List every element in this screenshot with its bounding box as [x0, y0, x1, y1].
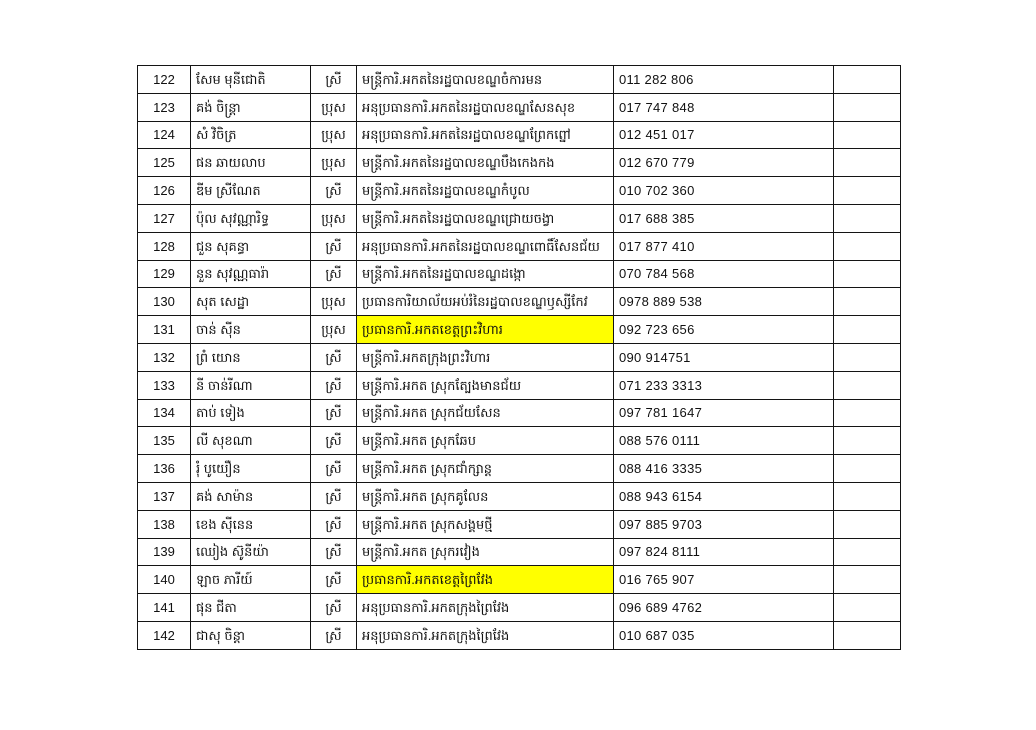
gender-cell: ស្រី — [311, 566, 357, 594]
phone-cell: 010 702 360 — [614, 177, 834, 205]
row-number-cell: 141 — [138, 594, 191, 622]
table-row — [138, 427, 901, 455]
position-cell: មន្ត្រីការិ.អកតនៃរដ្ឋបាលខណ្ឌបឹងកេងកង — [357, 149, 614, 177]
row-number-cell: 129 — [138, 260, 191, 288]
gender-cell: ស្រី — [311, 371, 357, 399]
table-row — [138, 93, 901, 121]
name-cell: ឌីម ស្រីណែត — [191, 177, 311, 205]
gender-cell: ស្រី — [311, 621, 357, 649]
table-row — [138, 343, 901, 371]
phone-cell: 097 781 1647 — [614, 399, 834, 427]
empty-cell — [834, 371, 901, 399]
table-row — [138, 316, 901, 344]
row-number-cell: 131 — [138, 316, 191, 344]
position-cell: មន្ត្រីការិ.អកត ស្រុកជាំក្សាន្ត — [357, 455, 614, 483]
table-row — [138, 232, 901, 260]
row-number-cell: 140 — [138, 566, 191, 594]
phone-cell: 088 576 0111 — [614, 427, 834, 455]
row-number-cell: 132 — [138, 343, 191, 371]
position-cell: ប្រធានការិ.អកតខេត្តព្រៃវែង — [357, 566, 614, 594]
name-cell: ឡាច ភារីយ៍ — [191, 566, 311, 594]
gender-cell: ប្រុស — [311, 93, 357, 121]
gender-cell: ស្រី — [311, 594, 357, 622]
table-row — [138, 66, 901, 94]
table-row — [138, 399, 901, 427]
gender-cell: ប្រុស — [311, 288, 357, 316]
empty-cell — [834, 455, 901, 483]
position-cell: អនុប្រធានការិ.អកតនៃរដ្ឋបាលខណ្ឌសែនសុខ — [357, 93, 614, 121]
empty-cell — [834, 93, 901, 121]
gender-cell: ប្រុស — [311, 121, 357, 149]
gender-cell: ស្រី — [311, 538, 357, 566]
position-cell: មន្ត្រីការិ.អកត ស្រុករវៀង — [357, 538, 614, 566]
phone-cell: 017 747 848 — [614, 93, 834, 121]
name-cell: គង់ សាម៉ាន — [191, 482, 311, 510]
row-number-cell: 125 — [138, 149, 191, 177]
row-number-cell: 122 — [138, 66, 191, 94]
position-cell: អនុប្រធានការិ.អកតក្រុងព្រៃវែង — [357, 594, 614, 622]
gender-cell: ប្រុស — [311, 316, 357, 344]
empty-cell — [834, 482, 901, 510]
phone-cell: 071 233 3313 — [614, 371, 834, 399]
empty-cell — [834, 66, 901, 94]
table-row — [138, 538, 901, 566]
table-row — [138, 149, 901, 177]
table-row — [138, 510, 901, 538]
phone-cell: 088 943 6154 — [614, 482, 834, 510]
row-number-cell: 123 — [138, 93, 191, 121]
row-number-cell: 127 — [138, 204, 191, 232]
position-cell: អនុប្រធានការិ.អកតនៃរដ្ឋបាលខណ្ឌពោធិ៍សែនជ័យ — [357, 232, 614, 260]
name-cell: រ៉ំ បូយឿន — [191, 455, 311, 483]
empty-cell — [834, 260, 901, 288]
empty-cell — [834, 594, 901, 622]
table-row — [138, 371, 901, 399]
row-number-cell: 133 — [138, 371, 191, 399]
position-cell: អនុប្រធានការិ.អកតក្រុងព្រៃវែង — [357, 621, 614, 649]
row-number-cell: 128 — [138, 232, 191, 260]
name-cell: សំ វិចិត្រ — [191, 121, 311, 149]
gender-cell: ស្រី — [311, 455, 357, 483]
phone-cell: 012 451 017 — [614, 121, 834, 149]
name-cell: ព្រំ យោន — [191, 343, 311, 371]
roster-table-body — [138, 66, 901, 650]
phone-cell: 088 416 3335 — [614, 455, 834, 483]
table-row — [138, 260, 901, 288]
position-cell: មន្ត្រីការិ.អកត ស្រុកឆែប — [357, 427, 614, 455]
name-cell: ជាសុ ចិន្តា — [191, 621, 311, 649]
position-cell: មន្ត្រីការិ.អកត ស្រុកគូលែន — [357, 482, 614, 510]
gender-cell: ស្រី — [311, 482, 357, 510]
gender-cell: ស្រី — [311, 427, 357, 455]
phone-cell: 011 282 806 — [614, 66, 834, 94]
phone-cell: 016 765 907 — [614, 566, 834, 594]
empty-cell — [834, 566, 901, 594]
table-row — [138, 482, 901, 510]
table-row — [138, 177, 901, 205]
gender-cell: ស្រី — [311, 177, 357, 205]
name-cell: ឈៀង ស៊ូនីយ៉ា — [191, 538, 311, 566]
row-number-cell: 137 — [138, 482, 191, 510]
row-number-cell: 135 — [138, 427, 191, 455]
name-cell: នួន សុវណ្ណធារ៉ា — [191, 260, 311, 288]
gender-cell: ស្រី — [311, 260, 357, 288]
table-row — [138, 621, 901, 649]
table-row — [138, 566, 901, 594]
gender-cell: ស្រី — [311, 66, 357, 94]
name-cell: លី សុខណា — [191, 427, 311, 455]
phone-cell: 017 877 410 — [614, 232, 834, 260]
phone-cell: 017 688 385 — [614, 204, 834, 232]
table-row — [138, 121, 901, 149]
table-row — [138, 204, 901, 232]
position-cell: មន្ត្រីការិ.អកតនៃរដ្ឋបាលខណ្ឌដង្កោ — [357, 260, 614, 288]
row-number-cell: 138 — [138, 510, 191, 538]
phone-cell: 012 670 779 — [614, 149, 834, 177]
phone-cell: 097 885 9703 — [614, 510, 834, 538]
phone-cell: 090 914751 — [614, 343, 834, 371]
position-cell: មន្ត្រីការិ.អកតនៃរដ្ឋបាលខណ្ឌជ្រោយចង្វា — [357, 204, 614, 232]
position-cell: ប្រធានការិ.អកតខេត្តព្រះវិហារ — [357, 316, 614, 344]
empty-cell — [834, 343, 901, 371]
empty-cell — [834, 204, 901, 232]
name-cell: ផុន ជីតា — [191, 594, 311, 622]
gender-cell: ស្រី — [311, 343, 357, 371]
position-cell: មន្ត្រីការិ.អកតនៃរដ្ឋបាលខណ្ឌចំការមន — [357, 66, 614, 94]
empty-cell — [834, 538, 901, 566]
row-number-cell: 124 — [138, 121, 191, 149]
empty-cell — [834, 510, 901, 538]
gender-cell: ស្រី — [311, 399, 357, 427]
name-cell: ចាន់ ស៊ីន — [191, 316, 311, 344]
name-cell: តាប់ ទៀង — [191, 399, 311, 427]
phone-cell: 097 824 8111 — [614, 538, 834, 566]
position-cell: អនុប្រធានការិ.អកតនៃរដ្ឋបាលខណ្ឌព្រែកព្នៅ — [357, 121, 614, 149]
row-number-cell: 130 — [138, 288, 191, 316]
empty-cell — [834, 232, 901, 260]
phone-cell: 092 723 656 — [614, 316, 834, 344]
empty-cell — [834, 316, 901, 344]
roster-table — [137, 65, 901, 650]
table-row — [138, 455, 901, 483]
empty-cell — [834, 621, 901, 649]
empty-cell — [834, 121, 901, 149]
name-cell: សែម មុនីជោតិ — [191, 66, 311, 94]
row-number-cell: 134 — [138, 399, 191, 427]
table-row — [138, 594, 901, 622]
position-cell: មន្ត្រីការិ.អកតនៃរដ្ឋបាលខណ្ឌកំបូល — [357, 177, 614, 205]
phone-cell: 0978 889 538 — [614, 288, 834, 316]
phone-cell: 070 784 568 — [614, 260, 834, 288]
phone-cell: 096 689 4762 — [614, 594, 834, 622]
empty-cell — [834, 149, 901, 177]
position-cell: មន្ត្រីការិ.អកត ស្រុកសង្គមថ្មី — [357, 510, 614, 538]
name-cell: ជួន សុគន្ធា — [191, 232, 311, 260]
name-cell: នី ចាន់រីណា — [191, 371, 311, 399]
row-number-cell: 136 — [138, 455, 191, 483]
gender-cell: ស្រី — [311, 510, 357, 538]
empty-cell — [834, 427, 901, 455]
position-cell: មន្ត្រីការិ.អកត ស្រុកត្បែងមានជ័យ — [357, 371, 614, 399]
name-cell: ផន ឆាយលាប — [191, 149, 311, 177]
name-cell: ប៉ុល សុវណ្ណារិទ្ធ — [191, 204, 311, 232]
row-number-cell: 142 — [138, 621, 191, 649]
position-cell: មន្ត្រីការិ.អកត ស្រុកជ័យសែន — [357, 399, 614, 427]
position-cell: ប្រធានការិយាល័យអប់រំនៃរដ្ឋបាលខណ្ឌឫស្សីកែវ — [357, 288, 614, 316]
name-cell: សុត សេដ្ឋា — [191, 288, 311, 316]
phone-cell: 010 687 035 — [614, 621, 834, 649]
name-cell: ខេង ស៊ីនេន — [191, 510, 311, 538]
table-row — [138, 288, 901, 316]
empty-cell — [834, 399, 901, 427]
row-number-cell: 139 — [138, 538, 191, 566]
gender-cell: ស្រី — [311, 232, 357, 260]
position-cell: មន្ត្រីការិ.អកតក្រុងព្រះវិហារ — [357, 343, 614, 371]
empty-cell — [834, 177, 901, 205]
gender-cell: ប្រុស — [311, 149, 357, 177]
name-cell: គង់ ចិន្ត្រា — [191, 93, 311, 121]
row-number-cell: 126 — [138, 177, 191, 205]
gender-cell: ប្រុស — [311, 204, 357, 232]
empty-cell — [834, 288, 901, 316]
